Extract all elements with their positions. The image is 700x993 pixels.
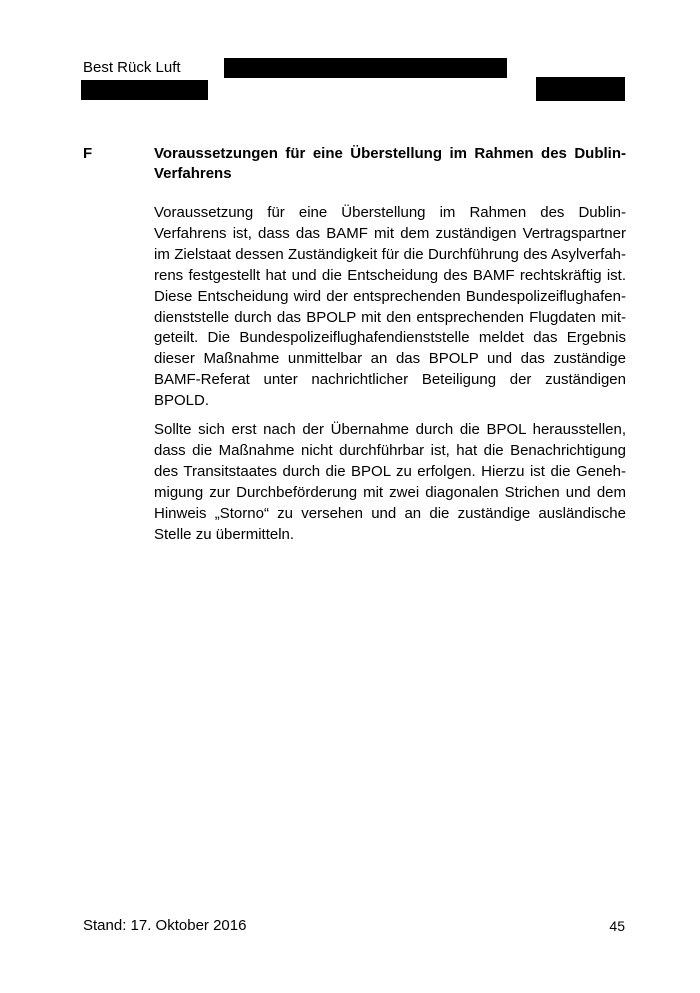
paragraph-line: dienststelle durch das BPOLP mit den entsprechenden Flugdaten mit- (154, 308, 626, 326)
paragraph-2 (154, 420, 626, 545)
paragraph-line: BPOLD. (154, 392, 210, 410)
footer-date: Stand: 17. Oktober 2016 (83, 917, 247, 934)
paragraph-1 (154, 203, 626, 412)
paragraph-line: Stelle zu übermitteln. (154, 525, 295, 543)
paragraph-line: rens festgestellt hat und die Entscheidung des BAMF rechtskräftig ist. (154, 266, 626, 284)
paragraph-line: des Transitstaates durch die BPOL zu erfolgen. Hierzu ist die Geneh- (154, 462, 626, 480)
paragraph-line: dieser Maßnahme unmittelbar an das BPOLP und das zuständige (154, 350, 626, 368)
page-number: 45 (609, 918, 625, 934)
paragraph-line: Voraussetzung für eine Überstellung im Rahmen des Dublin- (154, 204, 626, 221)
paragraph-line: Sollte sich erst nach der Übernahme durch die BPOL herausstellen, (154, 421, 626, 438)
paragraph-line: im Zielstaat dessen Zuständigkeit für die Durchführung des Asylverfah- (154, 245, 626, 263)
paragraph-line: Diese Entscheidung wird der entsprechenden Bundespolizeiflughafen- (154, 287, 626, 305)
redaction-bar (224, 58, 507, 78)
paragraph-line: dass die Maßnahme nicht durchführbar ist, hat die Benachrichtigung (154, 441, 626, 459)
section-letter: F (83, 145, 93, 162)
paragraph-line: Hinweis „Storno“ zu versehen und an die zuständige ausländische (154, 504, 626, 522)
paragraph-line: geteilt. Die Bundespolizeiflughafendienststelle meldet das Ergebnis (154, 329, 626, 347)
paragraph-line: migung zur Durchbeförderung mit zwei diagonalen Strichen und dem (154, 483, 626, 501)
redaction-bar (81, 80, 208, 100)
section-title: Voraussetzungen für eine Überstellung im Rahmen des Dublin-Verfahrens (154, 145, 626, 182)
header-title: Best Rück Luft (83, 59, 181, 76)
redaction-bar (536, 77, 625, 101)
paragraph-line: Verfahrens ist, dass das BAMF mit dem zuständigen Vertragspartner (154, 224, 626, 242)
paragraph-line: BAMF-Referat unter nachrichtlicher Beteiligung der zuständigen (154, 371, 626, 389)
